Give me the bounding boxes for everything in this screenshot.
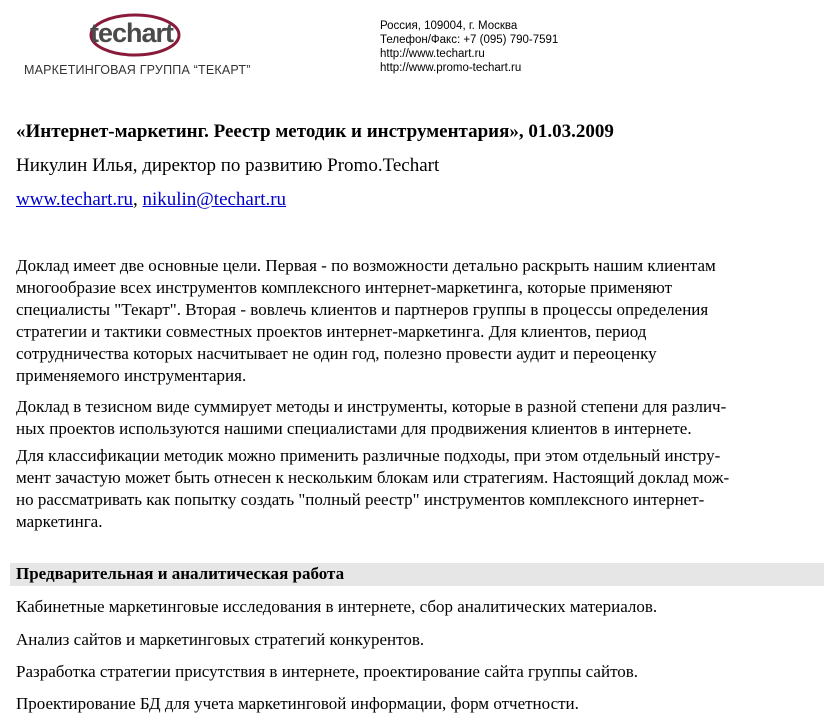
paragraph-line: Доклад имеет две основные цели. Первая - по возможности детально раскрыть нашим клиентам xyxy=(16,256,716,275)
paragraph-line: маркетинга. xyxy=(16,512,103,531)
paragraph-line: сотрудничества которых насчитывает не один год, полезно провести аудит и переоценку xyxy=(16,344,657,363)
paragraph-line: Доклад в тезисном виде суммирует методы и инструменты, которые в разной степени для различ- xyxy=(16,397,727,416)
site-link[interactable]: www.techart.ru xyxy=(16,189,133,210)
section-item: Проектирование БД для учета маркетинговой информации, форм отчетности. xyxy=(16,694,579,713)
contact-block xyxy=(380,19,558,75)
email-link[interactable]: nikulin@techart.ru xyxy=(142,189,287,210)
paragraph-line: специалисты "Текарт". Вторая - вовлечь клиентов и партнеров группы в процессы определения xyxy=(16,300,709,319)
paragraph-line: ных проектов используются нашими специалистами для продвижения клиентов в интернете. xyxy=(16,419,692,438)
paragraph-line: но рассматривать как попытку создать "полный реестр" инструментов комплексного интернет- xyxy=(16,490,705,509)
classification-paragraph xyxy=(16,445,821,533)
paragraph-line: Для классификации методик можно применить различные подходы, при этом отдельный инстру- xyxy=(16,446,721,465)
section-header xyxy=(10,563,824,586)
contact-address: Россия, 109004, г. Москва xyxy=(380,20,518,32)
logo-wordmark: techart xyxy=(90,18,174,48)
contact-phone: Телефон/Факс: +7 (095) 790-7591 xyxy=(380,34,559,46)
document-title: «Интернет-маркетинг. Реестр методик и инструментария», 01.03.2009 xyxy=(16,121,614,142)
document-author: Никулин Илья, директор по развитию Promo.Techart xyxy=(16,155,440,176)
link-separator: , xyxy=(132,189,143,210)
intro-paragraph xyxy=(16,255,821,387)
paragraph-line: мент зачастую может быть отнесен к нескольким блокам или стратегиям. Настоящий доклад мож- xyxy=(16,468,730,487)
section-item: Анализ сайтов и маркетинговых стратегий конкурентов. xyxy=(16,630,425,649)
logo-tagline: МАРКЕТИНГОВАЯ ГРУППА “ТЕКАРТ” xyxy=(24,63,251,77)
summary-paragraph xyxy=(16,396,821,440)
section-item: Разработка стратегии присутствия в интернете, проектирование сайта группы сайтов. xyxy=(16,662,639,681)
section-title: Предварительная и аналитическая работа xyxy=(16,564,345,583)
contact-site-promo: http://www.promo-techart.ru xyxy=(380,62,522,74)
paragraph-line: стратегии и тактики совместных проектов интернет-маркетинга. Для клиентов, период xyxy=(16,322,647,341)
section-item: Кабинетные маркетинговые исследования в интернете, сбор аналитических материалов. xyxy=(16,597,658,616)
paragraph-line: применяемого инструментария. xyxy=(16,366,247,385)
contact-site-techart: http://www.techart.ru xyxy=(380,48,485,60)
company-logo xyxy=(24,12,264,82)
document-links xyxy=(16,189,286,211)
paragraph-line: многообразие всех инструментов комплексного интернет-маркетинга, которые применяют xyxy=(16,278,673,297)
